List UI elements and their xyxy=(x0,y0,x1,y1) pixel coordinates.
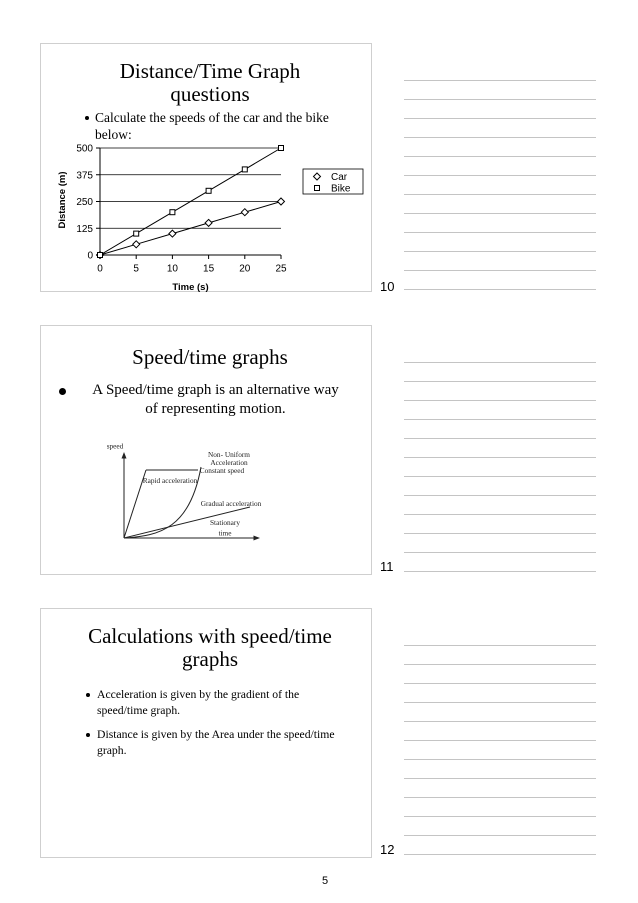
slide-title: Distance/Time Graph questions xyxy=(119,59,301,106)
bullet-icon xyxy=(59,388,66,395)
stationary-label: Stationary xyxy=(210,518,240,527)
note-line xyxy=(404,514,596,533)
bullet-text: Calculate the speeds of the car and the bike below: xyxy=(95,110,329,142)
note-line xyxy=(404,381,596,400)
note-line xyxy=(404,721,596,740)
bullet-icon xyxy=(86,693,90,697)
note-line xyxy=(404,571,596,590)
car-point xyxy=(278,198,285,205)
y-tick-label: 250 xyxy=(76,197,93,208)
legend-bike-label: Bike xyxy=(331,183,351,195)
constant-speed-label: Constant speed xyxy=(199,466,245,475)
note-line xyxy=(404,835,596,854)
gradual-acceleration-label: Gradual acceleration xyxy=(200,499,262,508)
y-tick-label: 500 xyxy=(76,143,93,155)
y-axis-title: Distance (m) xyxy=(57,171,68,229)
x-tick-label: 15 xyxy=(203,263,215,275)
note-line xyxy=(404,80,596,99)
note-line xyxy=(404,645,596,664)
note-line xyxy=(404,400,596,419)
bike-point xyxy=(98,253,103,258)
speed-time-diagram xyxy=(95,438,280,545)
note-line xyxy=(404,778,596,797)
bike-point xyxy=(206,188,211,193)
bike-point xyxy=(170,210,175,215)
y-axis-arrow-icon xyxy=(122,452,127,459)
note-line xyxy=(404,683,596,702)
non-uniform-label: Non- Uniform xyxy=(208,450,250,459)
slide-number: 11 xyxy=(380,559,394,574)
x-tick-label: 10 xyxy=(166,263,178,275)
slide-title: Speed/time graphs xyxy=(132,345,288,369)
note-line xyxy=(404,251,596,270)
notes-lines xyxy=(404,80,596,308)
note-line xyxy=(404,419,596,438)
y-axis-label: speed xyxy=(106,441,124,451)
note-line xyxy=(404,232,596,251)
x-tick-label: 5 xyxy=(133,263,139,275)
note-line xyxy=(404,759,596,778)
y-tick-label: 375 xyxy=(76,170,93,182)
rapid-acceleration-label: Rapid acceleration xyxy=(142,476,198,485)
x-tick-label: 25 xyxy=(275,263,287,275)
slide-number: 10 xyxy=(380,279,395,294)
x-axis-arrow-icon xyxy=(254,536,261,541)
note-line xyxy=(404,362,596,381)
note-line xyxy=(404,495,596,514)
legend-bike-marker xyxy=(315,186,320,191)
y-tick-label: 125 xyxy=(76,223,93,235)
bike-point xyxy=(279,146,284,151)
legend-car-label: Car xyxy=(331,172,348,183)
note-line xyxy=(404,664,596,683)
bike-point xyxy=(242,167,247,172)
bullet-text: A Speed/time graph is an alternative way of representing motion. xyxy=(92,382,339,417)
x-tick-label: 20 xyxy=(239,263,251,275)
x-axis-title: Time (s) xyxy=(172,282,209,293)
note-line xyxy=(404,702,596,721)
note-line xyxy=(404,740,596,759)
y-tick-label: 0 xyxy=(87,250,93,262)
car-point xyxy=(133,241,140,248)
bullet-icon xyxy=(86,733,90,737)
car-point xyxy=(205,219,212,226)
note-line xyxy=(404,476,596,495)
x-axis-label: time xyxy=(218,528,232,538)
page-number: 5 xyxy=(321,875,329,887)
bullet-text: Acceleration is given by the gradient of the speed/time graph. xyxy=(97,688,300,717)
note-line xyxy=(404,289,596,308)
note-line xyxy=(404,270,596,289)
slide-title: Calculations with speed/time graphs xyxy=(88,624,332,671)
note-line xyxy=(404,816,596,835)
bike-point xyxy=(134,231,139,236)
bullet-icon xyxy=(85,116,89,120)
notes-lines xyxy=(404,645,596,873)
note-line xyxy=(404,457,596,476)
note-line xyxy=(404,533,596,552)
note-line xyxy=(404,194,596,213)
note-line xyxy=(404,99,596,118)
note-line xyxy=(404,213,596,232)
car-point xyxy=(241,209,248,216)
car-point xyxy=(169,230,176,237)
x-tick-label: 0 xyxy=(97,263,103,275)
note-line xyxy=(404,438,596,457)
note-line xyxy=(404,797,596,816)
slide-number: 12 xyxy=(380,842,395,857)
distance-time-chart xyxy=(50,138,372,293)
bullet-text: Distance is given by the Area under the speed/time graph. xyxy=(97,728,335,757)
note-line xyxy=(404,137,596,156)
note-line xyxy=(404,118,596,137)
note-line xyxy=(404,854,596,873)
acceleration-label: Acceleration xyxy=(210,458,248,467)
notes-lines xyxy=(404,362,596,590)
note-line xyxy=(404,552,596,571)
note-line xyxy=(404,175,596,194)
note-line xyxy=(404,156,596,175)
